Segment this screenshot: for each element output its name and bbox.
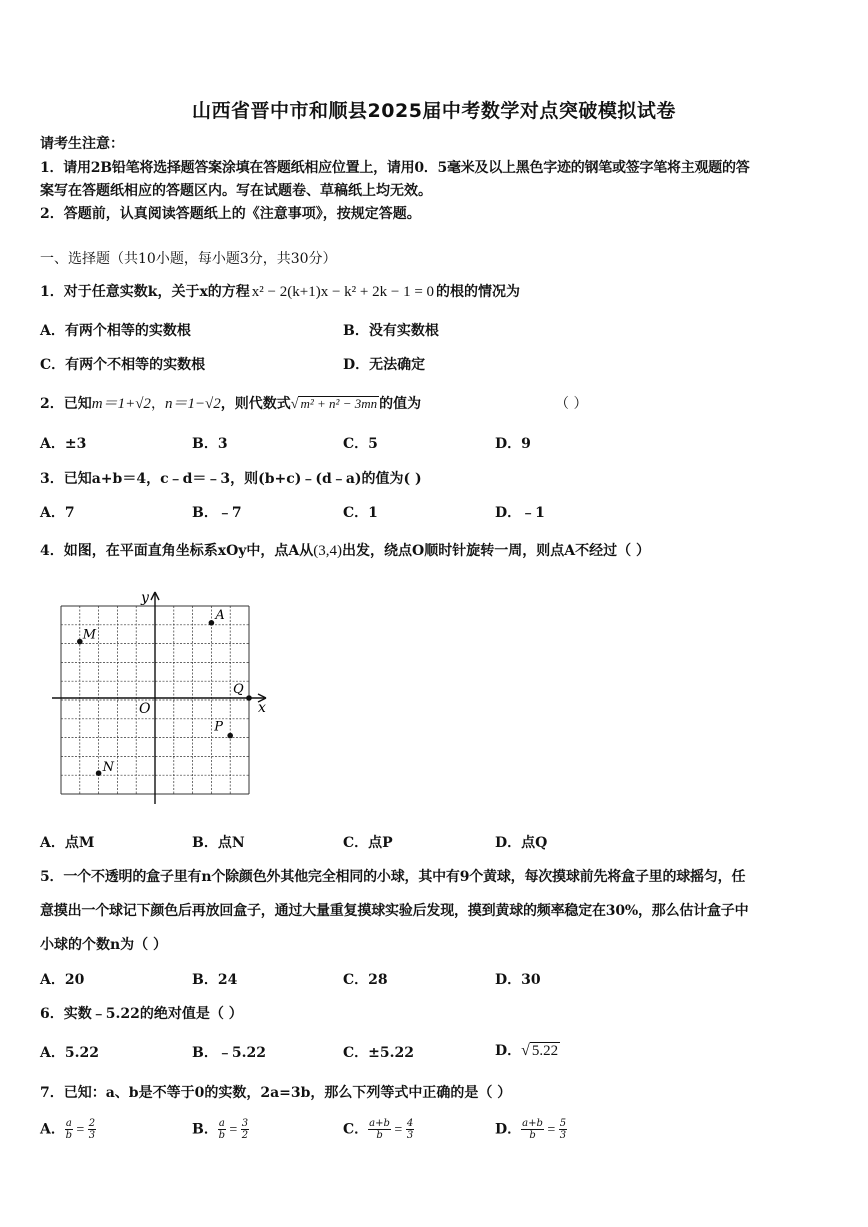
q6-option-b[interactable]: B．﹣5.22 — [192, 1045, 266, 1061]
q4-suffix: 出发，绕点O顺时针旋转一周，则点A不经过（ ） — [342, 543, 650, 559]
notice-heading: 请考生注意： — [40, 136, 124, 152]
frac-num: 4 — [406, 1118, 414, 1129]
point-m — [77, 639, 83, 645]
frac-num: a+b — [369, 1118, 390, 1129]
frac-den: 3 — [559, 1130, 567, 1141]
q4-prefix: 4．如图，在平面直角坐标系xOy中，点A从 — [40, 543, 314, 559]
point-label-m: M — [82, 627, 97, 643]
frac-num: 5 — [559, 1118, 567, 1129]
q5-option-b[interactable]: B．24 — [192, 972, 238, 988]
frac-den: 3 — [406, 1130, 414, 1141]
point-n — [96, 770, 102, 776]
q2-option-a[interactable]: A．±3 — [40, 436, 87, 452]
question-5-line-3: 小球的个数n为（ ） — [40, 937, 168, 953]
section-heading: 一、选择题（共10小题，每小题3分，共30分） — [40, 251, 337, 267]
frac-num: a+b — [522, 1118, 543, 1129]
q7-option-a[interactable]: A． $\frac{a}{b}$ = $\frac{2}{3}$ — [40, 1118, 96, 1141]
q6-option-c[interactable]: C．±5.22 — [343, 1045, 414, 1061]
figure-axes — [52, 590, 266, 804]
q3-option-b[interactable]: B．﹣7 — [192, 505, 242, 521]
q2-suffix: 的值为 — [379, 396, 422, 412]
q7-option-c[interactable]: C． $\frac{a+b}{b}$ = $\frac{4}{3}$ — [343, 1118, 414, 1141]
q1-equation: x² − 2(k+1)x − k² + 2k − 1 = 0 — [251, 284, 435, 300]
q4-option-c[interactable]: C．点P — [343, 835, 393, 851]
notice-line-1a: 1．请用2B铅笔将选择题答案涂填在答题纸相应位置上，请用0．5毫米及以上黑色字迹的钢笔或签字笔将主观题的答 — [40, 160, 750, 176]
q4-option-a[interactable]: A．点M — [40, 835, 95, 851]
q2-n-expr: n＝1−√2 — [164, 396, 221, 412]
q4-option-b[interactable]: B．点N — [192, 835, 245, 851]
frac-num: a — [218, 1118, 225, 1129]
q1-suffix: 的根的情况为 — [436, 284, 521, 300]
q5-option-a[interactable]: A．20 — [40, 972, 85, 988]
q1-option-c[interactable]: C．有两个不相等的实数根 — [40, 357, 206, 373]
q2-option-c[interactable]: C．5 — [343, 436, 378, 452]
question-3: 3．已知a+b＝4，c﹣d＝﹣3，则(b+c)﹣(d﹣a)的值为( ) — [40, 471, 422, 487]
point-label-p: P — [214, 719, 223, 735]
point-label-a: A — [215, 607, 225, 623]
q2-option-d[interactable]: D．9 — [495, 436, 531, 452]
frac-den: 2 — [241, 1130, 249, 1141]
q1-option-b[interactable]: B．没有实数根 — [343, 323, 439, 339]
q5-option-c[interactable]: C．28 — [343, 972, 388, 988]
q2-answer-blank: （ ） — [555, 396, 588, 412]
q3-option-c[interactable]: C．1 — [343, 505, 378, 521]
q2-radical: m² + n² − 3mn — [300, 396, 378, 411]
frac-num: a — [65, 1118, 72, 1129]
question-4 — [40, 540, 650, 560]
question-5-line-1: 5．一个不透明的盒子里有n个除颜色外其他完全相同的小球，其中有9个黄球，每次摸球前先将盒子里的球摇匀，任 — [40, 869, 746, 885]
question-7: 7．已知：a、b是不等于0的实数，2a=3b，那么下列等式中正确的是（ ） — [40, 1085, 512, 1101]
y-axis-label: y — [141, 590, 149, 606]
notice-line-2: 2．答题前，认真阅读答题纸上的《注意事项》，按规定答题。 — [40, 206, 421, 222]
frac-den: b — [65, 1130, 73, 1141]
q3-option-a[interactable]: A．7 — [40, 505, 75, 521]
q3-option-d[interactable]: D．﹣1 — [495, 505, 545, 521]
q2-m-expr: m＝1+√2 — [91, 396, 151, 412]
q1-prefix: 1．对于任意实数k，关于x的方程 — [40, 284, 250, 300]
point-q — [246, 695, 252, 701]
frac-num: 3 — [241, 1118, 249, 1129]
q1-option-d[interactable]: D．无法确定 — [343, 357, 426, 373]
frac-den: b — [529, 1130, 536, 1141]
q2-option-b[interactable]: B．3 — [192, 436, 228, 452]
q2-mid: ，则代数式 — [220, 396, 291, 412]
frac-den: b — [218, 1130, 226, 1141]
q1-option-a[interactable]: A．有两个相等的实数根 — [40, 323, 191, 339]
point-a — [209, 620, 215, 626]
frac-den: 3 — [88, 1130, 96, 1141]
q4-option-d[interactable]: D．点Q — [495, 835, 548, 851]
point-label-q: Q — [233, 682, 244, 697]
q7-option-d-label: D． — [495, 1121, 522, 1138]
q6-option-d-label: D． — [495, 1043, 522, 1059]
question-6: 6．实数﹣5.22的绝对值是（ ） — [40, 1006, 243, 1022]
notice-line-1b: 案写在答题纸相应的答题区内。写在试题卷、草稿纸上均无效。 — [40, 183, 432, 199]
question-2: 2．已知m＝1+√2，n＝1−√2，则代数式√ m² + n² − 3mn 的值为 — [40, 396, 422, 412]
x-axis-label: x — [258, 700, 266, 716]
q4-point: (3,4) — [313, 543, 343, 559]
frac-num: 2 — [88, 1118, 96, 1129]
q7-option-b[interactable]: B． $\frac{a}{b}$ = $\frac{3}{2}$ — [192, 1118, 249, 1141]
question-1 — [40, 281, 520, 301]
figure-points — [77, 608, 252, 776]
q7-option-a-label: A． — [40, 1121, 65, 1138]
q5-option-d[interactable]: D．30 — [495, 972, 541, 988]
frac-den: b — [376, 1130, 383, 1141]
q6-option-a[interactable]: A．5.22 — [40, 1045, 99, 1061]
q6-option-d[interactable]: D．√ 5.22 — [495, 1042, 559, 1059]
q7-option-b-label: B． — [192, 1121, 218, 1138]
origin-label: O — [139, 701, 151, 717]
page-title: 山西省晋中市和顺县2025届中考数学对点突破模拟试卷 — [192, 100, 676, 122]
q7-option-c-label: C． — [343, 1121, 369, 1138]
coordinate-grid-figure — [48, 588, 288, 808]
q6-option-d-radical: 5.22 — [531, 1043, 559, 1059]
question-5-line-2: 意摸出一个球记下颜色后再放回盒子，通过大量重复摸球实验后发现，摸到黄球的频率稳定在30%，那么估计盒子中 — [40, 903, 749, 919]
point-p — [227, 733, 233, 739]
point-label-n: N — [102, 760, 114, 776]
q7-option-d[interactable]: D． $\frac{a+b}{b}$ = $\frac{5}{3}$ — [495, 1118, 567, 1141]
q2-prefix: 2．已知 — [40, 396, 92, 412]
